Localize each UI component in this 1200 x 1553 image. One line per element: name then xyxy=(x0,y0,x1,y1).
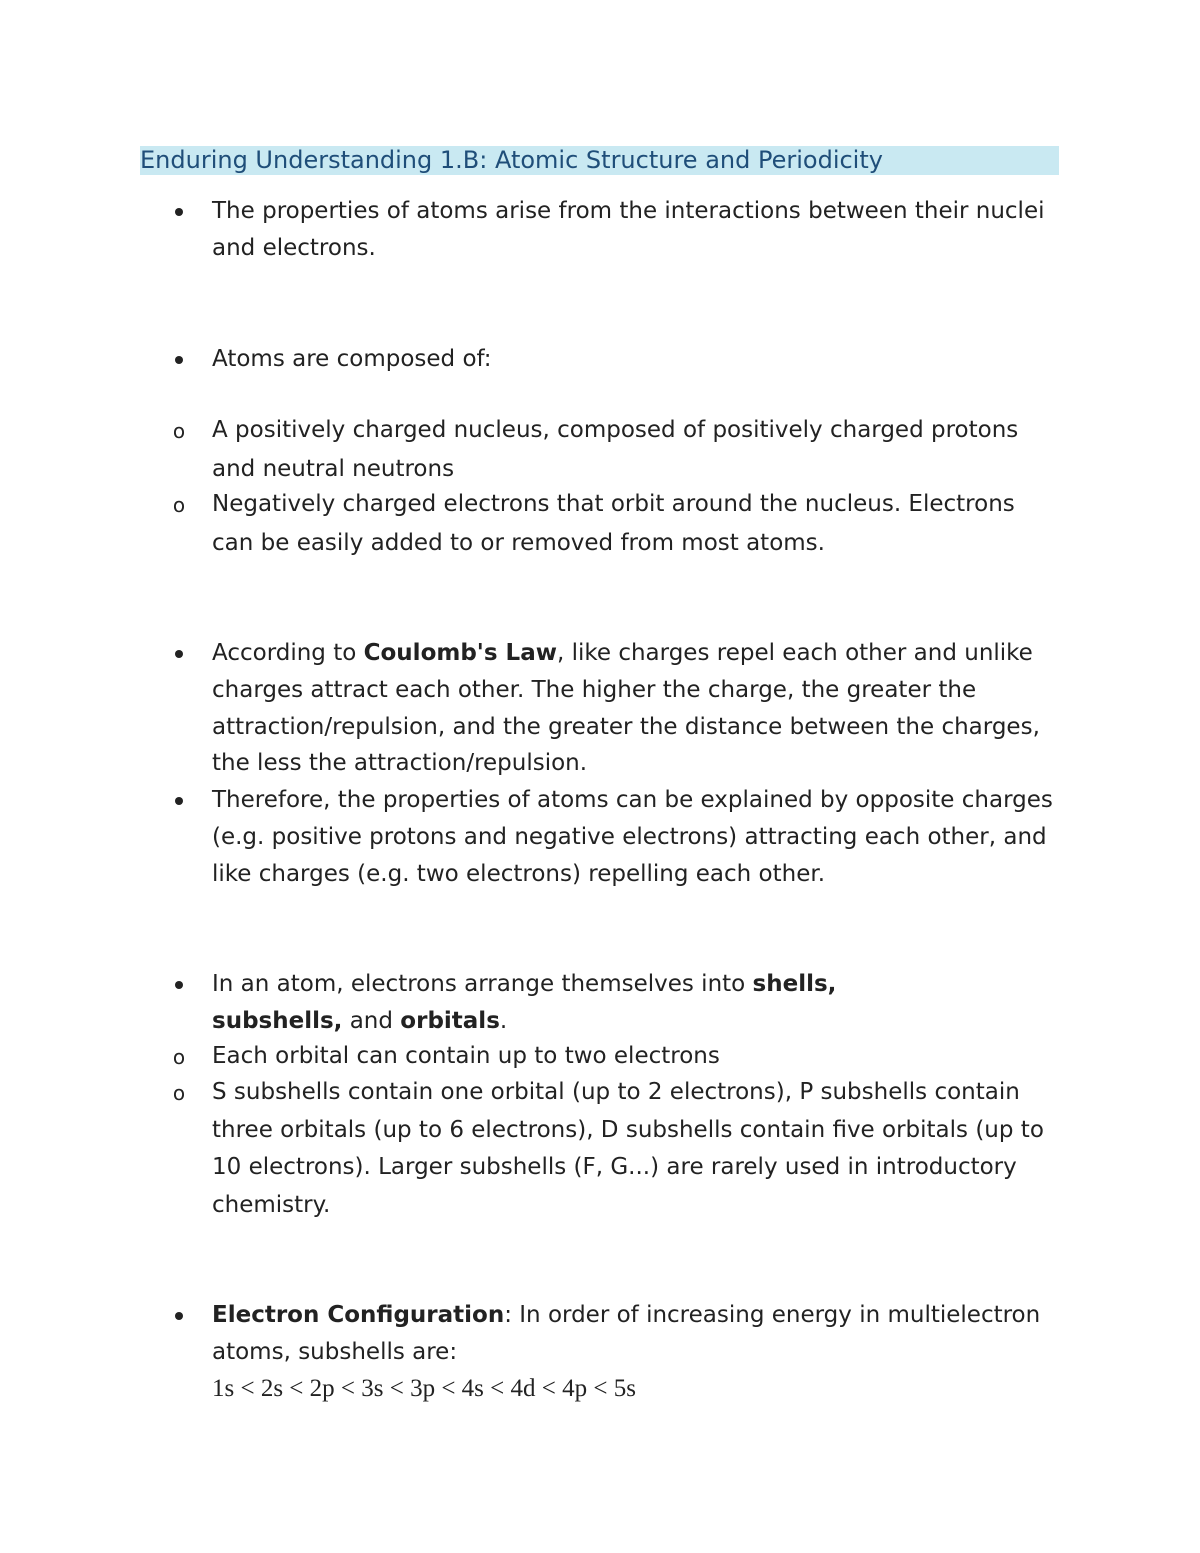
electron-configuration-term: Electron Configuration xyxy=(212,1302,505,1328)
bullet-text: The properties of atoms arise from the interactions between their nuclei and electrons. xyxy=(212,198,1045,261)
sub-item-text: Each orbital can contain up to two electrons xyxy=(212,1043,720,1069)
circle-bullet-icon: o xyxy=(172,1081,186,1105)
subshell-energy-order: 1s < 2s < 2p < 3s < 3p < 4s < 4d < 4p < 5s xyxy=(212,1374,636,1402)
section-heading: Enduring Understanding 1.B: Atomic Structure and Periodicity xyxy=(140,146,1059,175)
sub-item-text: A positively charged nucleus, composed of positively charged protons and neutral neutrons xyxy=(212,417,1019,482)
subshells-term: subshells, xyxy=(212,1007,343,1034)
bullet-text-post: : In order of increasing energy in multielectron atoms, subshells are: xyxy=(212,1302,1041,1365)
sub-item-electrons xyxy=(172,485,1062,563)
bullet-item-coulomb xyxy=(212,635,1062,782)
bullet-item-therefore xyxy=(212,782,1062,892)
bullet-text-post: , like charges repel each other and unlike charges attract each other. The higher the charge, the greater the attraction/repulsion, and the greater the distance between the charges, the less the attraction/repulsion. xyxy=(212,640,1040,777)
bullet-text: Therefore, the properties of atoms can be explained by opposite charges (e.g. positive protons and negative electrons) attracting each other, and like charges (e.g. two electrons) repelling each other. xyxy=(212,787,1053,887)
sub-item-orbital-capacity xyxy=(172,1037,1062,1076)
circle-bullet-icon: o xyxy=(172,493,186,517)
circle-bullet-icon: o xyxy=(172,419,186,443)
bullet-item-electron-configuration xyxy=(212,1297,1062,1407)
bullet-item-shells xyxy=(212,966,1062,1040)
bullet-text-post: . xyxy=(499,1007,508,1034)
bullet-item-properties xyxy=(212,193,1062,267)
shells-term: shells, xyxy=(752,971,837,997)
sub-item-subshell-types xyxy=(172,1074,1062,1224)
coulombs-law-term: Coulomb's Law xyxy=(363,640,557,666)
sub-item-text: S subshells contain one orbital (up to 2 electrons), P subshells contain three orbitals (up to 6 electrons), D subshells contain five orbitals (up to 10 electrons). Larger subshells (F, G...) are rarely used in introductory chemistry. xyxy=(212,1079,1044,1218)
circle-bullet-icon: o xyxy=(172,1045,186,1069)
bullet-text-pre: In an atom, electrons arrange themselves into xyxy=(212,971,753,997)
bullet-item-composition xyxy=(212,341,1062,378)
bullet-text-pre: According to xyxy=(212,640,364,666)
orbitals-term: orbitals xyxy=(400,1007,500,1034)
sub-item-nucleus xyxy=(172,411,1062,489)
bullet-text: Atoms are composed of: xyxy=(212,346,492,372)
bullet-text-mid: and xyxy=(342,1007,401,1034)
sub-item-text: Negatively charged electrons that orbit around the nucleus. Electrons can be easily added to or removed from most atoms. xyxy=(212,491,1015,556)
